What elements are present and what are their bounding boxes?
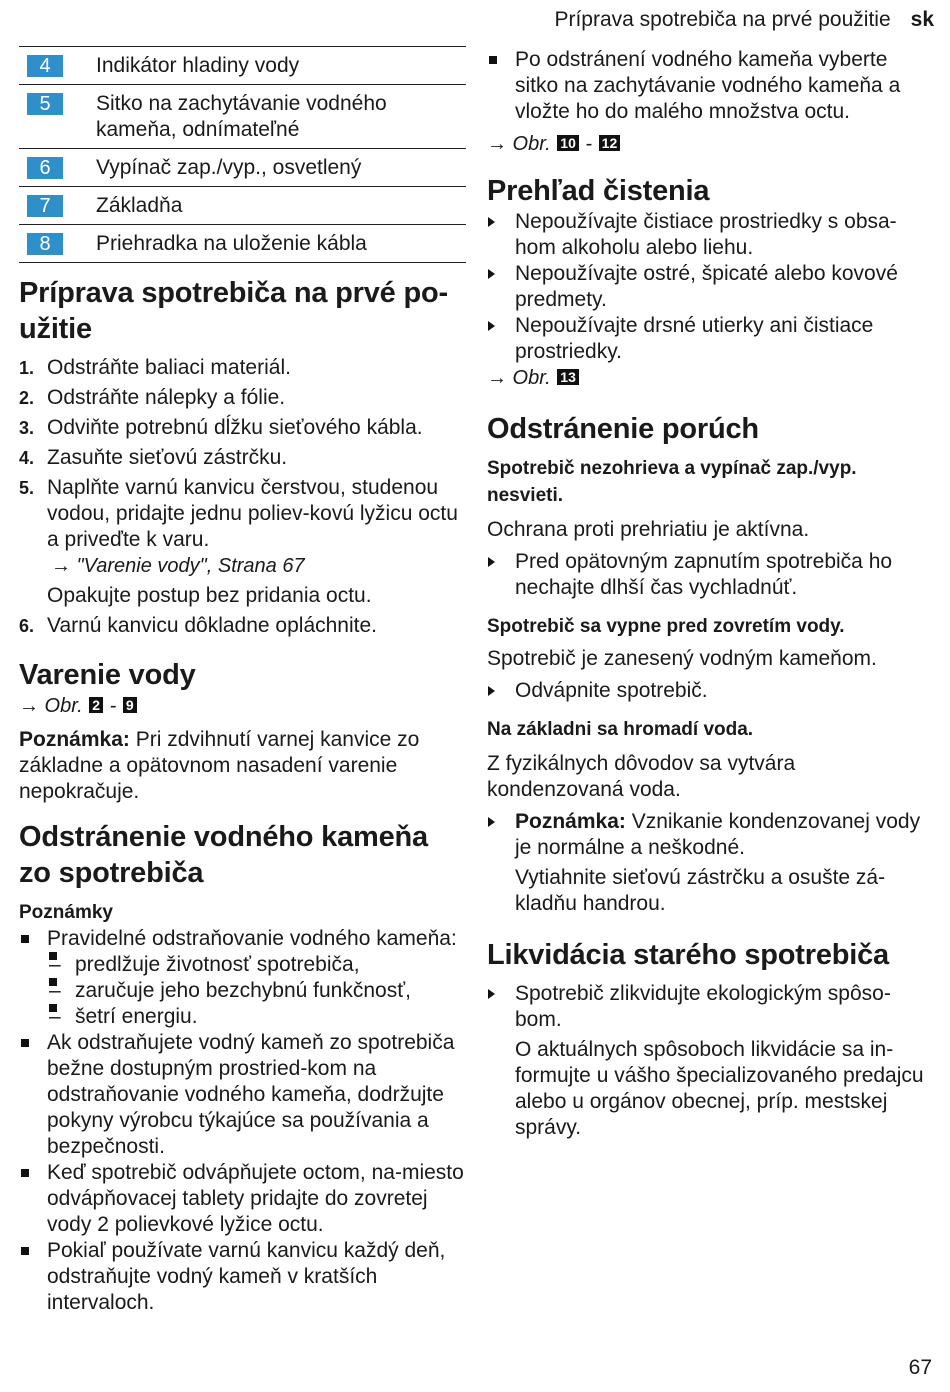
remedy-text: Pred opätovným zapnutím spotrebiča ho nechajte dlhší čas vychladnúť.	[515, 550, 893, 599]
figure-number-badge: 10	[557, 135, 579, 151]
list-item	[19, 1160, 466, 1238]
problem-title: Spotrebič nezohrieva a vypínač zap./vyp. nesvieti.	[487, 458, 857, 506]
square-bullet-icon	[489, 56, 497, 64]
figure-number-badge: 9	[123, 697, 137, 713]
list-item	[19, 445, 466, 471]
page-number: 67	[908, 1356, 932, 1379]
step-number: 3.	[19, 418, 35, 438]
part-label: Sitko na zachytávanie vodného kameňa, odnímateľné	[96, 85, 466, 149]
boiling-note	[19, 727, 466, 805]
list-item	[19, 926, 466, 1030]
problem-cause: Ochrana proti prehriatiu je aktívna.	[487, 518, 810, 541]
dash-marker: –	[49, 979, 61, 1002]
figure-ref-dash: -	[109, 695, 117, 717]
note-label: Poznámka:	[19, 728, 130, 751]
part-number-badge: 5	[27, 93, 63, 115]
list-item	[487, 261, 935, 313]
step-text: Odviňte potrebnú dĺžku sieťového kábla.	[47, 416, 423, 439]
figure-number-badge: 13	[557, 369, 579, 385]
bullet-text: Nepoužívajte čistiace prostriedky s obsa-hom alkoholu alebo liehu.	[515, 210, 897, 259]
prep-heading: Príprava spotrebiča na prvé po- užitie	[19, 277, 448, 345]
notes-subheading: Poznámky	[19, 902, 113, 923]
disposal-extra-text: O aktuálnych spôsoboch likvidácie sa in-formujte u vášho špecializovaného predajcu alebo u orgánov obecnej, príp. mestskej správy.	[515, 1038, 924, 1139]
square-bullet-icon	[21, 1169, 29, 1177]
figure-reference	[487, 131, 935, 157]
bullet-text: Pokiaľ používate varnú kanvicu každý deň, odstraňujte vodný kameň v kratších intervaloch.	[47, 1239, 446, 1314]
problem-cause: Z fyzikálnych dôvodov sa vytvára kondenzovaná voda.	[487, 752, 796, 801]
list-item	[19, 355, 466, 381]
remedy-list	[487, 809, 935, 917]
square-bullet-icon	[21, 935, 29, 943]
figure-number-badge: 12	[599, 135, 621, 151]
step-number: 5.	[19, 478, 35, 498]
disposal-list	[487, 981, 935, 1141]
problem-title: Na základni sa hromadí voda.	[487, 719, 754, 740]
cleaning-heading: Prehľad čistenia	[487, 175, 710, 207]
list-item	[47, 1004, 466, 1030]
figure-ref-prefix: → Obr.	[487, 133, 551, 155]
descale-heading: Odstránenie vodného kameňa zo spotrebiča	[19, 821, 428, 889]
step-text: Varnú kanvicu dôkladne opláchnite.	[47, 614, 378, 637]
table-row	[19, 225, 466, 263]
table-row	[19, 85, 466, 149]
triangle-bullet-icon	[488, 557, 495, 567]
list-item	[487, 209, 935, 261]
step-text: Odstráňte baliaci materiál.	[47, 356, 291, 379]
bullet-text: Po odstránení vodného kameňa vyberte sitko na zachytávanie vodného kameňa a vložte ho do malého množstva octu.	[515, 48, 901, 123]
note-label: Poznámka:	[515, 810, 626, 833]
list-item	[47, 952, 466, 978]
step-text: Odstráňte nálepky a fólie.	[47, 386, 286, 409]
header-language: sk	[910, 8, 934, 31]
list-item	[19, 475, 466, 609]
step-number: 4.	[19, 448, 35, 468]
step-number: 6.	[19, 616, 35, 636]
step-text: Naplňte varnú kanvicu čerstvou, studenou vodou, pridajte jednu poliev-kovú lyžicu octu a priveďte k varu.	[47, 476, 458, 551]
triangle-bullet-icon	[488, 686, 495, 696]
list-item	[487, 678, 935, 704]
disposal-heading: Likvidácia starého spotrebiča	[487, 939, 889, 971]
step-number: 1.	[19, 358, 35, 378]
dash-item-text: šetrí energiu.	[75, 1005, 198, 1028]
step-number: 2.	[19, 388, 35, 408]
remedy-list	[487, 549, 935, 601]
step-extra-text: Opakujte postup bez pridania octu.	[47, 584, 372, 607]
dash-item-text: zaručuje jeho bezchybnú funkčnosť,	[75, 979, 411, 1002]
part-label: Priehradka na uloženie kábla	[96, 225, 466, 263]
descale-notes-list	[19, 926, 466, 1316]
figure-number-badge: 2	[89, 697, 103, 713]
bullet-text: Spotrebič zlikvidujte ekologickým spôso-bom.	[515, 982, 891, 1031]
running-header	[554, 8, 934, 32]
triangle-bullet-icon	[488, 817, 495, 827]
dash-marker: –	[49, 953, 61, 976]
list-item	[487, 47, 935, 125]
part-number-badge: 4	[27, 55, 63, 77]
list-item	[19, 1030, 466, 1160]
part-number-badge: 7	[27, 195, 63, 217]
header-section-title: Príprava spotrebiča na prvé použitie	[554, 8, 891, 31]
bullet-text: Keď spotrebič odvápňujete octom, na-miesto odvápňovacej tablety pridajte do zovretej vody 2 polievkové lyžice octu.	[47, 1161, 464, 1236]
figure-ref-prefix: → Obr.	[487, 367, 551, 389]
note-text: Pri zdvihnutí varnej kanvice zo základne a opätovnom nasadení varenie nepokračuje.	[19, 728, 420, 803]
triangle-bullet-icon	[488, 269, 495, 279]
table-row	[19, 47, 466, 85]
dash-marker: –	[49, 1005, 61, 1028]
list-item	[19, 415, 466, 441]
part-label: Indikátor hladiny vody	[96, 47, 466, 85]
step-text: Zasuňte sieťovú zástrčku.	[47, 446, 288, 469]
part-label: Základňa	[96, 187, 466, 225]
figure-ref-dash: -	[585, 133, 593, 155]
list-item	[19, 613, 466, 639]
triangle-bullet-icon	[488, 989, 495, 999]
part-number-badge: 6	[27, 157, 63, 179]
list-item	[487, 549, 935, 601]
note-text: Vznikanie kondenzovanej vody je normálne a neškodné.	[515, 810, 921, 859]
table-row	[19, 149, 466, 187]
left-column	[19, 0, 466, 1316]
list-item	[487, 981, 935, 1141]
list-item	[47, 978, 466, 1004]
part-label: Vypínač zap./vyp., osvetlený	[96, 149, 466, 187]
remedy-text: Odvápnite spotrebič.	[515, 679, 708, 702]
boiling-heading: Varenie vody	[19, 659, 196, 691]
right-column	[487, 47, 935, 1141]
problem-cause: Spotrebič je zanesený vodným kameňom.	[487, 647, 877, 670]
list-item	[487, 809, 935, 917]
problem-title: Spotrebič sa vypne pred zovretím vody.	[487, 616, 845, 637]
descale-notes-list-continued	[487, 47, 935, 125]
triangle-bullet-icon	[488, 321, 495, 331]
figure-reference	[487, 365, 935, 391]
remedy-extra-text: Vytiahnite sieťovú zástrčku a osušte zá-kladňu handrou.	[515, 866, 886, 915]
benefits-list	[47, 952, 466, 1030]
figure-reference	[19, 693, 466, 719]
bullet-text: Ak odstraňujete vodný kameň zo spotrebiča bežne dostupným prostried-kom na odstraňovanie vodného kameňa, dodržujte pokyny výrobcu týkajúce sa používania a bezpečnosti.	[47, 1031, 455, 1158]
cross-reference-link[interactable]: → "Varenie vody", Strana 67	[51, 555, 305, 577]
remedy-list	[487, 678, 935, 704]
list-item	[19, 385, 466, 411]
square-bullet-icon	[21, 1039, 29, 1047]
parts-table	[19, 46, 466, 263]
bullet-text: Nepoužívajte ostré, špicaté alebo kovové predmety.	[515, 262, 898, 311]
cleaning-list	[487, 209, 935, 365]
part-number-badge: 8	[27, 233, 63, 255]
square-bullet-icon	[21, 1247, 29, 1255]
dash-item-text: predlžuje životnosť spotrebiča,	[75, 953, 360, 976]
figure-ref-prefix: → Obr.	[19, 695, 83, 717]
troubleshooting-heading: Odstránenie porúch	[487, 413, 759, 445]
bullet-text: Pravidelné odstraňovanie vodného kameňa:	[47, 927, 457, 950]
prep-steps-list	[19, 355, 466, 639]
bullet-text: Nepoužívajte drsné utierky ani čistiace prostriedky.	[515, 314, 874, 363]
list-item	[487, 313, 935, 365]
triangle-bullet-icon	[488, 217, 495, 227]
list-item	[19, 1238, 466, 1316]
table-row	[19, 187, 466, 225]
